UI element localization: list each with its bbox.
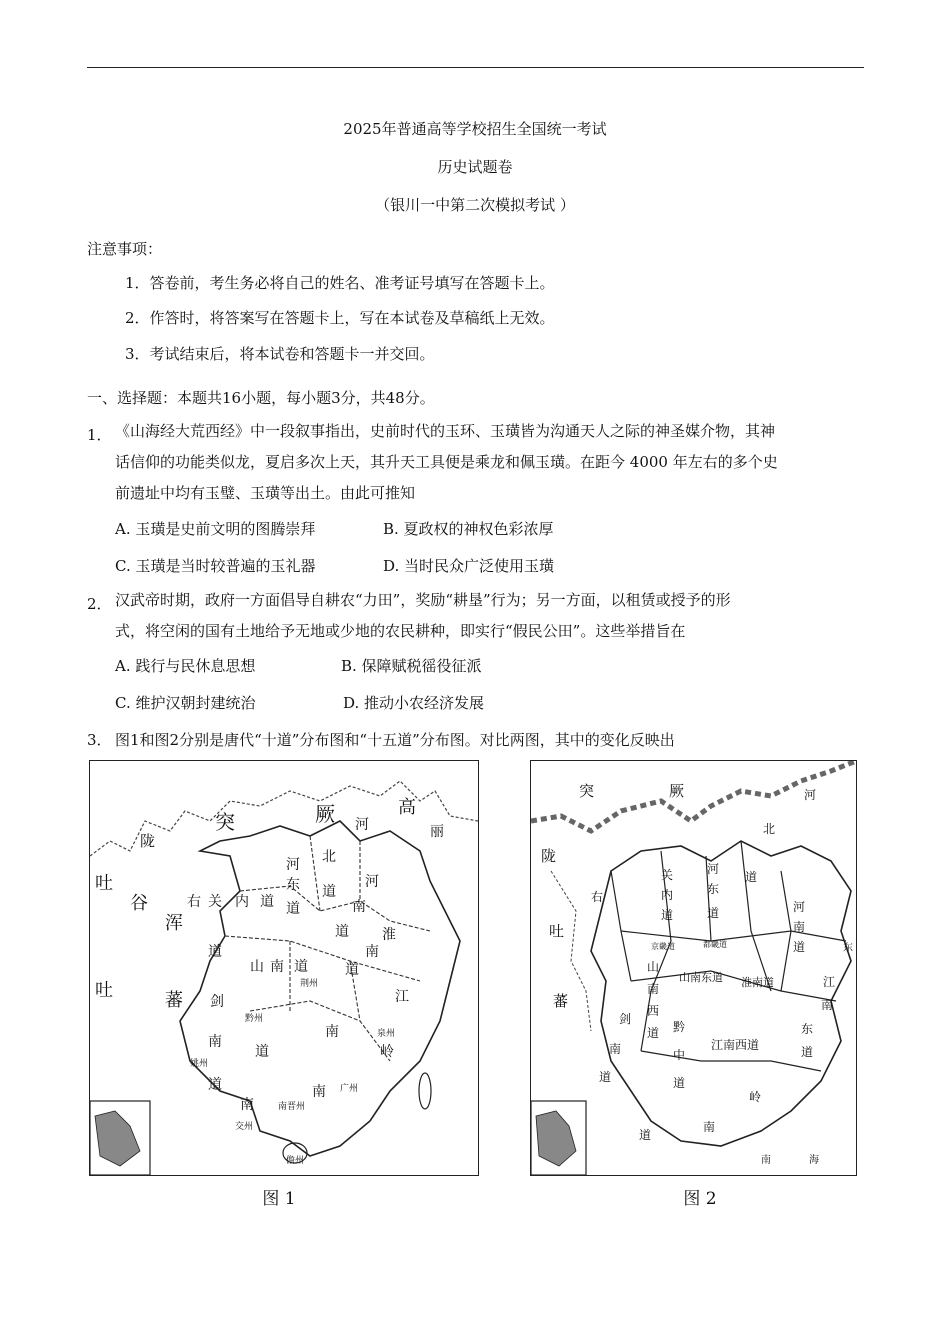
map-label: 南 (270, 959, 284, 975)
map-label: 岭 (749, 1090, 762, 1104)
map-label: 北 (763, 822, 776, 836)
figure-1-caption: 图 1 (262, 1189, 296, 1209)
map-label: 广州 (340, 1084, 359, 1094)
map-label: 北 (322, 849, 336, 865)
map-label: 吐 (95, 873, 113, 894)
map-label: 南 (312, 1084, 326, 1100)
map-label: 京畿道 (651, 942, 675, 951)
map-label: 关 (661, 868, 674, 882)
map-label: 都畿道 (703, 940, 727, 949)
map-label: 南 (325, 1024, 339, 1040)
territory-outline (180, 821, 460, 1156)
fig2-labels (541, 782, 853, 1166)
map-label: 道 (639, 1128, 652, 1142)
map-label: 河 (793, 900, 806, 914)
map-label: 道 (661, 908, 674, 922)
question-number: 3． (87, 731, 112, 749)
circuit-border (250, 1001, 390, 1061)
map-label: 蕃 (165, 990, 183, 1011)
map-label: 右 (591, 890, 604, 904)
map-label: 浑 (165, 913, 183, 934)
map-label: 东 (843, 943, 853, 954)
map-label: 江南西道 (711, 1038, 760, 1052)
notice-title: 注意事项： (87, 240, 163, 258)
map-label: 道 (673, 1076, 686, 1090)
notice-item: 2．作答时，将答案写在答题卡上，写在本试卷及草稿纸上无效。 (125, 309, 555, 327)
map-label: 南 (365, 944, 379, 960)
map-label: 剑 (210, 994, 224, 1010)
figure-2-caption: 图 2 (683, 1189, 717, 1209)
map-label: 河 (355, 817, 369, 833)
map-label: 南 (240, 1097, 254, 1113)
map-label: 中 (673, 1048, 686, 1062)
map-label: 道 (294, 959, 308, 975)
map-label: 道 (345, 962, 359, 978)
map-label: 道 (647, 1026, 660, 1040)
map-label: 道 (255, 1044, 269, 1060)
map-label: 道 (260, 894, 274, 910)
map-label: 高 (398, 797, 416, 818)
question-stem (115, 585, 865, 647)
option-b[interactable]: B. 保障赋税徭役征派 (341, 657, 482, 675)
map-figure-2 (530, 760, 857, 1176)
map-label: 道 (322, 884, 336, 900)
territory-outline (591, 841, 851, 1146)
map-label: 河 (804, 788, 817, 802)
map-label: 东 (801, 1022, 814, 1036)
question-number: 1． (87, 426, 112, 444)
map-label: 厥 (669, 782, 685, 800)
map-label: 江 (823, 975, 836, 989)
map-label: 道 (801, 1045, 814, 1059)
map-figure-1 (89, 760, 479, 1176)
exam-title: 2025年普通高等学校招生全国统一考试 (343, 120, 607, 138)
map-label: 内 (661, 888, 674, 902)
map-label: 陇 (140, 832, 156, 850)
option-b[interactable]: B. 夏政权的神权色彩浓厚 (383, 520, 554, 538)
notice-item: 3．考试结束后，将本试卷和答题卡一并交回。 (125, 345, 435, 363)
map-label: 内 (235, 894, 249, 910)
map-label: 道 (286, 901, 300, 917)
map-label: 淮 (382, 927, 396, 943)
map-label: 突 (579, 782, 595, 800)
map-label: 道 (208, 1077, 222, 1093)
map-label: 南 (761, 1155, 771, 1166)
map-label: 陇 (541, 847, 557, 865)
map-label: 谷 (130, 893, 148, 914)
map-label: 南晋州 (278, 1102, 306, 1112)
map-figure-1-drawing (90, 761, 478, 1175)
map-label: 姚州 (190, 1059, 209, 1069)
map-label: 关 (208, 894, 222, 910)
map-label: 道 (793, 940, 806, 954)
map-label: 荆州 (300, 979, 319, 989)
map-label: 南 (793, 920, 806, 934)
map-label: 道 (599, 1070, 612, 1084)
map-label: 道 (208, 944, 222, 960)
map-label: 丽 (430, 824, 444, 840)
map-label: 江 (395, 989, 409, 1005)
option-a[interactable]: A. 玉璜是史前文明的图腾崇拜 (115, 520, 316, 538)
map-label: 南 (609, 1042, 622, 1056)
map-label: 道 (707, 906, 720, 920)
map-label: 儋州 (286, 1156, 305, 1166)
map-label: 南 (208, 1034, 222, 1050)
map-label: 山南东道 (679, 971, 723, 984)
map-label: 南 (647, 982, 660, 996)
question-stem: 图1和图2分别是唐代“十道”分布图和“十五道”分布图。对比两图，其中的变化反映出 (115, 731, 675, 749)
map-label: 泉州 (377, 1029, 396, 1039)
option-d[interactable]: D. 当时民众广泛使用玉璜 (383, 557, 555, 575)
option-c[interactable]: C. 玉璜是当时较普遍的玉礼器 (115, 557, 316, 575)
option-c[interactable]: C. 维护汉朝封建统治 (115, 694, 256, 712)
question-number: 2． (87, 595, 112, 613)
map-label: 河 (286, 857, 300, 873)
question-stem (115, 416, 865, 509)
header-rule (87, 67, 864, 68)
map-label: 山 (647, 960, 660, 974)
map-label: 剑 (619, 1012, 632, 1026)
stem-line: 话信仰的功能类似龙，夏启多次上天，其升天工具便是乘龙和佩玉璜。在距今 4000 年左右的多个史 (115, 453, 778, 471)
map-label: 东 (286, 877, 300, 893)
map-label: 淮南道 (741, 976, 774, 989)
map-label: 蕃 (553, 992, 569, 1010)
map-label: 河 (707, 862, 720, 876)
map-label: 突 (215, 810, 235, 834)
map-label: 厥 (315, 802, 335, 826)
stem-line: 汉武帝时期，政府一方面倡导自耕农“力田”，奖励“耕垦”行为；另一方面，以租赁或授予的形 (115, 591, 731, 609)
stem-line: 《山海经大荒西经》中一段叙事指出，史前时代的玉环、玉璜皆为沟通天人之际的神圣媒介物，其神 (115, 422, 776, 440)
map-label: 山 (250, 959, 264, 975)
map-label: 交州 (235, 1122, 254, 1132)
map-label: 吐 (95, 980, 113, 1001)
map-label: 右 (187, 894, 201, 910)
option-a[interactable]: A. 践行与民休息思想 (115, 657, 256, 675)
school-subtitle: （银川一中第二次模拟考试 ） (375, 196, 575, 214)
map-label: 西 (647, 1004, 660, 1018)
map-label: 黔 (673, 1020, 686, 1034)
island (419, 1073, 431, 1109)
subject-title: 历史试题卷 (437, 158, 513, 176)
map-label: 黔州 (245, 1014, 264, 1024)
map-label: 岭 (380, 1044, 394, 1060)
stem-line: 前遗址中均有玉璧、玉璜等出土。由此可推知 (115, 484, 416, 502)
stem-line: 式，将空闲的国有土地给予无地或少地的农民耕种，即实行“假民公田”。这些举措旨在 (115, 622, 686, 640)
map-figure-2-drawing (531, 761, 856, 1175)
circuit-border (611, 841, 791, 1051)
map-label: 道 (335, 924, 349, 940)
section-heading: 一、选择题：本题共16小题，每小题3分，共48分。 (87, 389, 435, 407)
map-label: 道 (745, 870, 758, 884)
map-label: 南 (821, 998, 834, 1012)
map-label: 海 (809, 1155, 819, 1166)
map-label: 河 (365, 874, 379, 890)
map-label: 吐 (549, 922, 565, 940)
option-d[interactable]: D. 推动小农经济发展 (343, 694, 485, 712)
map-label: 南 (703, 1120, 716, 1134)
map-label: 南 (352, 899, 366, 915)
notice-item: 1．答卷前，考生务必将自己的姓名、准考证号填写在答题卡上。 (125, 274, 555, 292)
map-label: 东 (707, 882, 720, 896)
